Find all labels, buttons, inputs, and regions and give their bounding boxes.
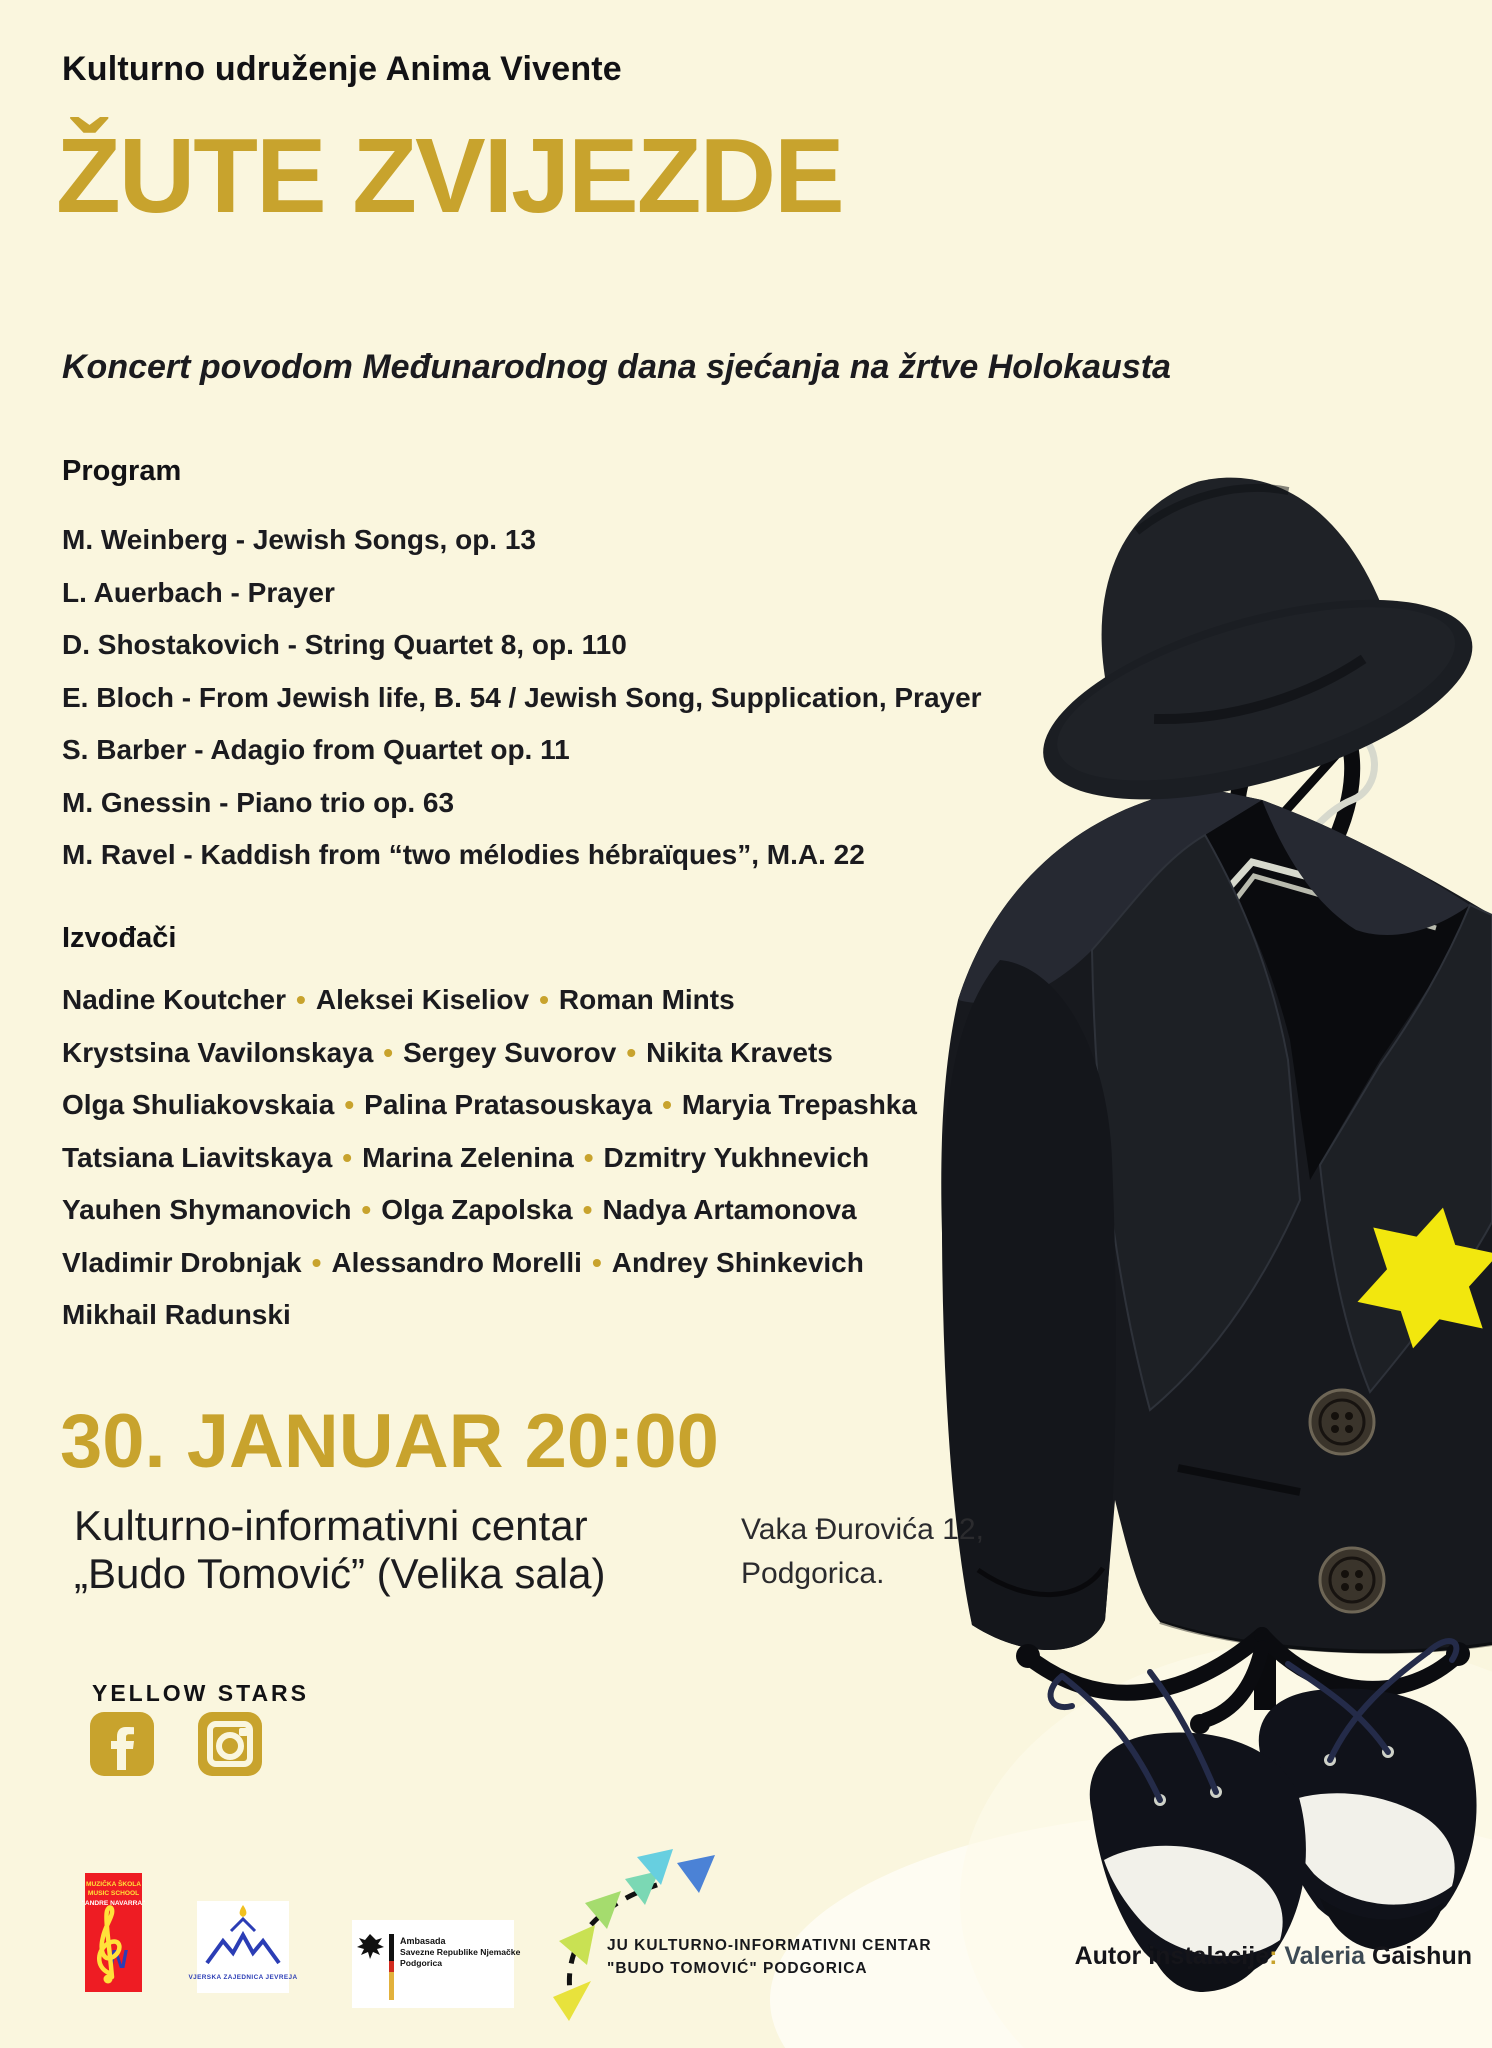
social-handle-label: YELLOW STARS [92, 1680, 310, 1706]
separator-dot: • [591, 1246, 602, 1278]
performer-name: Alessandro Morelli [331, 1246, 582, 1278]
performer-name: Nadine Koutcher [62, 984, 287, 1015]
performer-name: Sergey Suvorov [403, 1036, 617, 1068]
performer-name: Krystsina Vavilonskaya [62, 1036, 374, 1068]
program-item: M. Weinberg - Jewish Songs, op. 13 [62, 524, 537, 555]
venue-line2: „Budo Tomović” (Velika sala) [74, 1550, 606, 1597]
facebook-icon[interactable] [90, 1712, 154, 1776]
kic-line1: JU KULTURNO-INFORMATIVNI CENTAR [607, 1937, 932, 1954]
credit-label: Autor instalacije [1074, 1942, 1270, 1970]
separator-dot: • [539, 984, 549, 1015]
credit-colon: : [1269, 1942, 1278, 1970]
performer-name: Dzmitry Yukhnevich [603, 1141, 870, 1173]
event-venue [74, 1502, 605, 1598]
performer-name: Yauhen Shymanovich [62, 1194, 352, 1225]
instagram-icon[interactable] [198, 1712, 262, 1776]
performer-name: Mikhail Radunski [62, 1299, 291, 1330]
separator-dot: • [311, 1246, 322, 1278]
performer-name: Nadya Artamonova [602, 1194, 857, 1225]
credit-last-name: Gaishun [1371, 1942, 1472, 1970]
installation-credit [1075, 1942, 1472, 1971]
svg-text:N: N [108, 1944, 128, 1974]
program-item: E. Bloch - From Jewish life, B. 54 / Jewish Song, Supplication, Prayer [62, 681, 982, 713]
separator-dot: • [662, 1089, 672, 1120]
venue-line1: Kulturno-informativni centar [74, 1502, 588, 1549]
separator-dot: • [344, 1089, 355, 1120]
coat [941, 788, 1492, 1653]
kic-logo-text [607, 1934, 932, 1980]
performers-heading: Izvođači [62, 922, 177, 954]
svg-text:Podgorica: Podgorica [400, 1958, 443, 1968]
program-list [62, 514, 982, 882]
svg-text:MUZIČKA ŠKOLA: MUZIČKA ŠKOLA [85, 1881, 142, 1888]
poster-title: ŽUTE ZVIJEZDE [56, 117, 843, 235]
separator-dot: • [342, 1141, 353, 1173]
performers-row [62, 1184, 917, 1237]
program-heading: Program [62, 455, 182, 487]
poster-subtitle: Koncert povodom Međunarodnog dana sjećanja na žrtve Holokausta [62, 348, 1171, 386]
program-item: S. Barber - Adagio from Quartet op. 11 [62, 734, 570, 765]
svg-text:VJERSKA ZAJEDNICA JEVREJA: VJERSKA ZAJEDNICA JEVREJA [188, 1974, 298, 1981]
performer-name: Nikita Kravets [646, 1036, 833, 1068]
fedora-hat-icon [982, 421, 1492, 839]
program-item: D. Shostakovich - String Quartet 8, op. 110 [62, 629, 627, 660]
performer-name: Roman Mints [558, 984, 735, 1015]
svg-text:MUSIC SCHOOL: MUSIC SCHOOL [87, 1890, 140, 1897]
performers-row [62, 1289, 917, 1342]
jewish-community-logo [188, 1901, 298, 1993]
separator-dot: • [626, 1036, 637, 1068]
program-item: L. Auerbach - Prayer [62, 576, 335, 608]
credit-first-name: Valeria [1284, 1942, 1366, 1970]
performer-name: Palina Pratasouskaya [364, 1089, 653, 1120]
kic-line2: "BUDO TOMOVIĆ" PODGORICA [607, 1960, 868, 1977]
svg-text:"ANDRE NAVARRA": "ANDRE NAVARRA" [81, 1900, 146, 1907]
performer-name: Tatsiana Liavitskaya [62, 1141, 333, 1173]
program-item: M. Ravel - Kaddish from “two mélodies hébraïques”, M.A. 22 [62, 839, 865, 870]
event-address [741, 1508, 984, 1596]
german-embassy-logo [352, 1920, 521, 2008]
performer-name: Vladimir Drobnjak [62, 1246, 302, 1278]
performers-row [62, 1027, 917, 1080]
address-line2: Podgorica. [741, 1557, 885, 1590]
separator-dot: • [383, 1036, 394, 1068]
address-line1: Vaka Đurovića 12, [741, 1513, 984, 1546]
performer-name: Aleksei Kiseliov [315, 984, 530, 1015]
organization-name: Kulturno udruženje Anima Vivente [62, 50, 622, 88]
performers-row [62, 974, 917, 1027]
svg-text:Savezne Republike Njemačke: Savezne Republike Njemačke [400, 1947, 521, 1957]
performer-name: Olga Zapolska [381, 1194, 573, 1225]
federal-eagle-icon [357, 1934, 384, 1959]
event-datetime: 30. JANUAR 20:00 [60, 1399, 719, 1484]
music-school-logo [81, 1873, 146, 1992]
performers-row [62, 1079, 917, 1132]
performers-row [62, 1237, 917, 1290]
separator-dot: • [296, 984, 306, 1015]
performers-row [62, 1132, 917, 1185]
separator-dot: • [582, 1194, 593, 1225]
separator-dot: • [361, 1194, 372, 1225]
performer-name: Olga Shuliakovskaia [62, 1089, 335, 1120]
performers-list [62, 974, 917, 1342]
performer-name: Marina Zelenina [362, 1141, 574, 1173]
separator-dot: • [583, 1141, 594, 1173]
svg-text:Ambasada: Ambasada [400, 1936, 446, 1946]
performer-name: Andrey Shinkevich [611, 1246, 864, 1278]
program-item: M. Gnessin - Piano trio op. 63 [62, 786, 455, 818]
performer-name: Maryia Trepashka [681, 1089, 917, 1120]
flame-icon [240, 1905, 247, 1917]
